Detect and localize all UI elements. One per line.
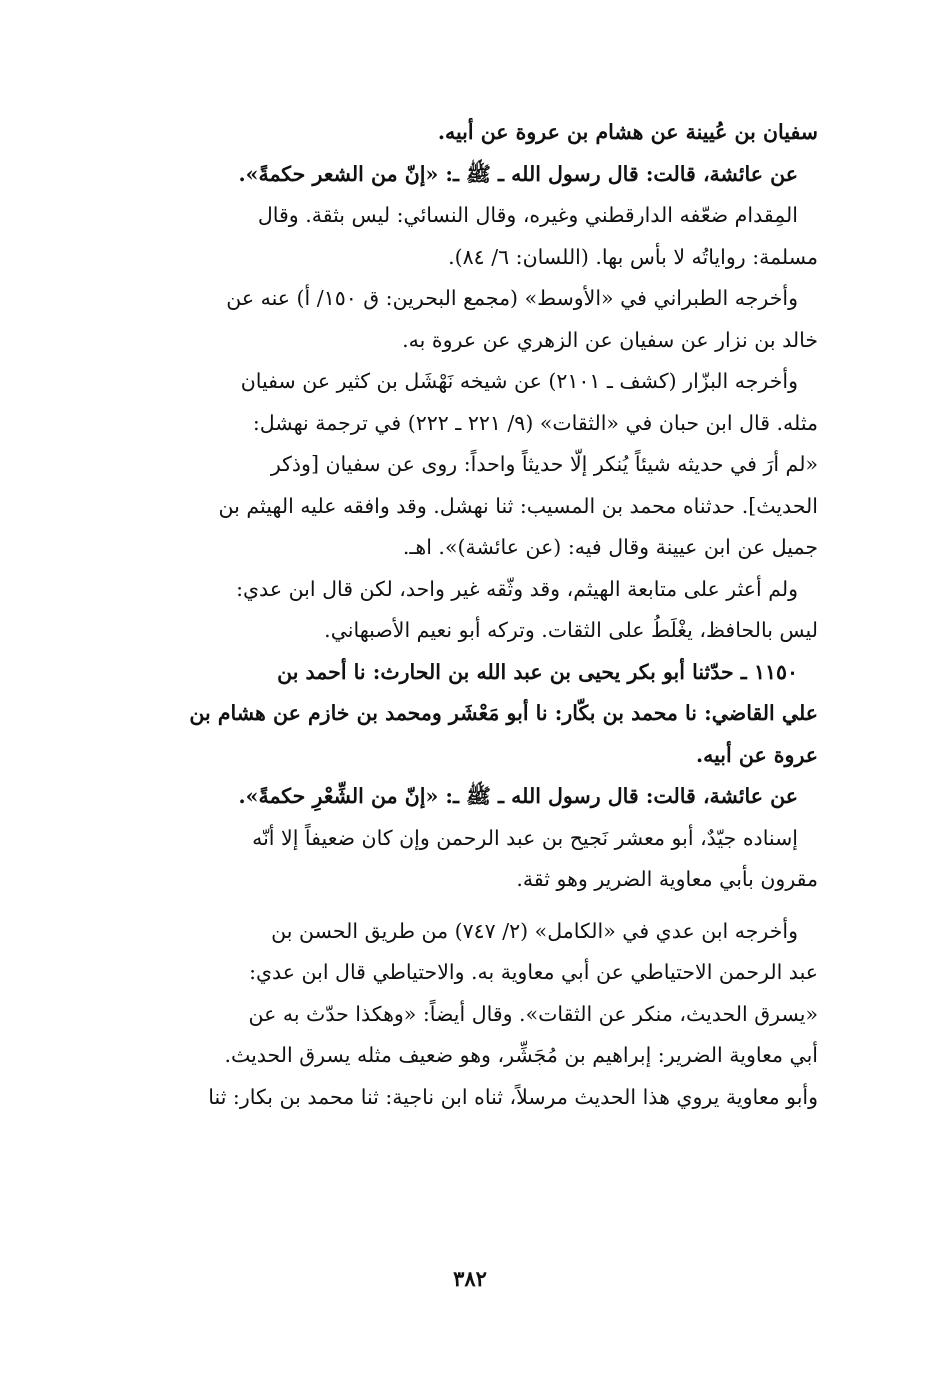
hadith-matn-line: عن عائشة، قالت: قال رسول الله ـ ﷺ ـ: «إنّ من الشِّعْرِ حكمةً». bbox=[238, 784, 798, 808]
page-number: ٣٨٢ bbox=[453, 1266, 487, 1291]
text-line: الحديث]. حدثناه محمد بن المسيب: ثنا نهشل. وقد وافقه عليه الهيثم بن bbox=[218, 493, 818, 518]
text-line: جميل عن ابن عيينة وقال فيه: (عن عائشة)». اهـ. bbox=[402, 535, 818, 559]
text-line: وأخرجه البزّار (كشف ـ ٢١٠١) عن شيخه نَهْشَل بن كثير عن سفيان bbox=[240, 369, 798, 393]
text-line: «لم أرَ في حديثه شيئاً يُنكر إلّا حديثاً واحداً: روى عن سفيان [وذكر bbox=[270, 452, 818, 476]
page-body bbox=[118, 112, 818, 1118]
hadith-matn-line: عن عائشة، قالت: قال رسول الله ـ ﷺ ـ: «إنّ من الشعر حكمةً». bbox=[238, 161, 798, 186]
paragraph-gap bbox=[118, 901, 818, 911]
text-line: مثله. قال ابن حبان في «الثقات» (٩/ ٢٢١ ـ ٢٢٢) في ترجمة نهشل: bbox=[252, 410, 818, 435]
text-line: سفيان بن عُيينة عن هشام بن عروة عن أبيه. bbox=[437, 120, 818, 144]
text-line: وأبو معاوية يروي هذا الحديث مرسلاً، ثناه ابن ناجية: ثنا محمد بن بكار: ثنا bbox=[208, 1084, 818, 1109]
text-line: أبي معاوية الضرير: إبراهيم بن مُجَشِّر، وهو ضعيف مثله يسرق الحديث. bbox=[224, 1043, 818, 1067]
hadith-isnad-line: عروة عن أبيه. bbox=[695, 742, 818, 767]
hadith-isnad-line: علي القاضي: نا محمد بن بكّار: نا أبو مَعْشَر ومحمد بن خازم عن هشام بن bbox=[189, 701, 818, 725]
text-line: عبد الرحمن الاحتياطي عن أبي معاوية به. والاحتياطي قال ابن عدي: bbox=[249, 960, 818, 984]
text-line: خالد بن نزار عن سفيان عن الزهري عن عروة به. bbox=[402, 327, 818, 352]
text-line: المِقدام ضعّفه الدارقطني وغيره، وقال النسائي: ليس بثقة. وقال bbox=[257, 203, 798, 227]
text-line: ولم أعثر على متابعة الهيثم، وقد وثّقه غير واحد، لكن قال ابن عدي: bbox=[236, 576, 798, 601]
text-line: مسلمة: رواياتُه لا بأس بها. (اللسان: ٦/ ٨٤). bbox=[448, 244, 818, 269]
text-line: وأخرجه ابن عدي في «الكامل» (٢/ ٧٤٧) من طريق الحسن بن bbox=[271, 918, 798, 943]
hadith-isnad-line: ١١٥٠ ـ حدّثنا أبو بكر يحيى بن عبد الله بن الحارث: نا أحمد بن bbox=[277, 659, 798, 684]
text-line: إسناده جيّدٌ، أبو معشر نَجيح بن عبد الرحمن وإن كان ضعيفاً إلا أنّه bbox=[252, 825, 798, 850]
text-line: ليس بالحافظ، يغْلَطُ على الثقات. وتركه أبو نعيم الأصبهاني. bbox=[324, 618, 818, 642]
text-line: وأخرجه الطبراني في «الأوسط» (مجمع البحرين: ق ١٥٠/ أ) عنه عن bbox=[226, 286, 798, 310]
text-line: مقرون بأبي معاوية الضرير وهو ثقة. bbox=[516, 867, 818, 891]
text-line: «يسرق الحديث، منكر عن الثقات». وقال أيضاً: «وهكذا حدّث به عن bbox=[248, 1001, 818, 1026]
